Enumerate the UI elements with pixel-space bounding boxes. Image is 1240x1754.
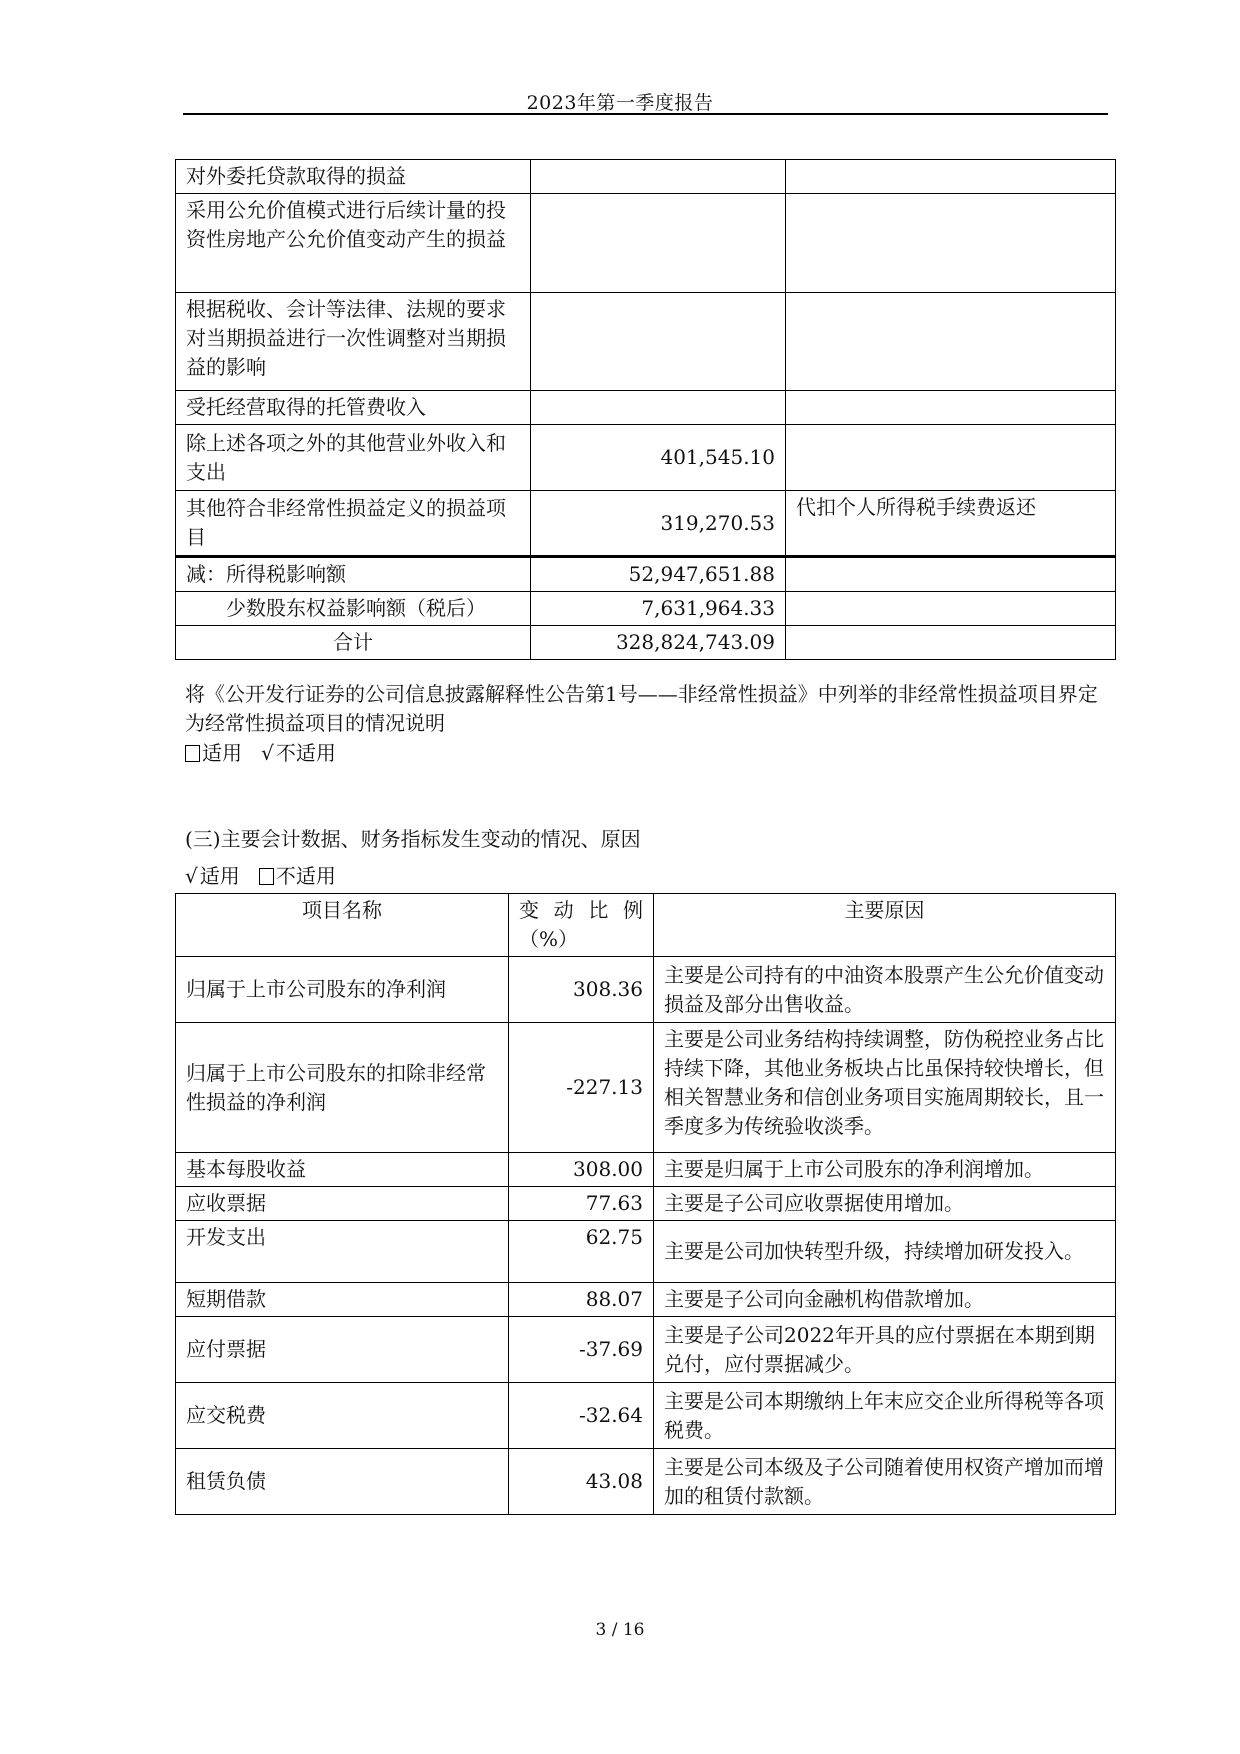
explanation-text: 将《公开发行证券的公司信息披露解释性公告第1号——非经常性损益》中列举的非经常性损益项目界定为经常性损益项目的情况说明 [185,682,1098,735]
item-cell: 其他符合非经常性损益定义的损益项目 [176,491,531,557]
amount-cell: 52,947,651.88 [531,557,786,592]
note-cell [786,626,1116,660]
item-cell: 除上述各项之外的其他营业外收入和支出 [176,425,531,491]
section-title: (三)主要会计数据、财务指标发生变动的情况、原因 [185,827,641,851]
header-item-name: 项目名称 [176,894,509,957]
table-row [176,194,1116,293]
ratio-cell: -32.64 [509,1383,654,1449]
note-cell [786,293,1116,391]
ratio-cell: -227.13 [509,1023,654,1153]
table-row [176,391,1116,425]
empty-checkbox-icon [185,745,200,762]
not-applicable-option: √ 不适用 [261,739,336,768]
table-row [176,425,1116,491]
note-cell [786,557,1116,592]
empty-checkbox-icon [259,868,274,885]
header-rule [183,113,1108,115]
reason-cell: 主要是公司加快转型升级，持续增加研发投入。 [654,1221,1116,1283]
amount-cell: 319,270.53 [531,491,786,557]
applicable-option: 适用 [185,739,242,768]
reason-cell: 主要是归属于上市公司股东的净利润增加。 [654,1153,1116,1187]
checkmark-icon: √ [185,864,198,888]
reason-cell: 主要是子公司2022年开具的应付票据在本期到期兑付，应付票据减少。 [654,1317,1116,1383]
not-applicable-option: 不适用 [259,862,336,891]
table-row [176,957,1116,1023]
item-cell: 对外委托贷款取得的损益 [176,160,531,194]
table-row [176,491,1116,557]
note-cell [786,194,1116,293]
note-cell [786,592,1116,626]
table-row [176,1187,1116,1221]
note-cell [786,391,1116,425]
table-row [176,1221,1116,1283]
table-header-row [176,894,1116,957]
table-row [176,1449,1116,1515]
explanation-applicability [185,739,1115,768]
ratio-cell: 77.63 [509,1187,654,1221]
table-row [176,1317,1116,1383]
note-cell: 代扣个人所得税手续费返还 [786,491,1116,557]
note-cell [786,425,1116,491]
amount-cell [531,194,786,293]
table-row [176,1153,1116,1187]
table-row [176,592,1116,626]
item-cell: 根据税收、会计等法律、法规的要求对当期损益进行一次性调整对当期损益的影响 [176,293,531,391]
ratio-cell: 62.75 [509,1221,654,1283]
item-cell: 受托经营取得的托管费收入 [176,391,531,425]
item-cell: 开发支出 [176,1221,509,1283]
ratio-cell: 308.00 [509,1153,654,1187]
section-applicability [185,862,1115,891]
amount-cell [531,160,786,194]
page-number: 3 / 16 [595,1620,645,1640]
item-cell: 短期借款 [176,1283,509,1317]
amount-cell: 401,545.10 [531,425,786,491]
header-main-reason: 主要原因 [654,894,1116,957]
table-row [176,1383,1116,1449]
ratio-cell: -37.69 [509,1317,654,1383]
table-row [176,1023,1116,1153]
item-cell: 采用公允价值模式进行后续计量的投资性房地产公允价值变动产生的损益 [176,194,531,293]
ratio-cell: 88.07 [509,1283,654,1317]
item-cell: 应收票据 [176,1187,509,1221]
reason-cell: 主要是子公司应收票据使用增加。 [654,1187,1116,1221]
reason-cell: 主要是子公司向金融机构借款增加。 [654,1283,1116,1317]
item-cell: 归属于上市公司股东的净利润 [176,957,509,1023]
table-row [176,160,1116,194]
item-cell: 应交税费 [176,1383,509,1449]
table-row [176,557,1116,592]
table-row [176,1283,1116,1317]
applicable-option: √ 适用 [185,862,240,891]
checkmark-icon: √ [261,741,274,765]
item-cell: 基本每股收益 [176,1153,509,1187]
item-cell: 应付票据 [176,1317,509,1383]
total-amount-cell: 328,824,743.09 [531,626,786,660]
ratio-cell: 43.08 [509,1449,654,1515]
reason-cell: 主要是公司本级及子公司随着使用权资产增加而增加的租赁付款额。 [654,1449,1116,1515]
reason-cell: 主要是公司本期缴纳上年末应交企业所得税等各项税费。 [654,1383,1116,1449]
note-cell [786,160,1116,194]
page-header-title: 2023年第一季度报告 [526,92,714,114]
ratio-cell: 308.36 [509,957,654,1023]
item-cell: 少数股东权益影响额（税后） [176,592,531,626]
total-label-cell: 合计 [176,626,531,660]
amount-cell: 7,631,964.33 [531,592,786,626]
reason-cell: 主要是公司业务结构持续调整，防伪税控业务占比持续下降，其他业务板块占比虽保持较快增长，但相关智慧业务和信创业务项目实施周期较长，且一季度多为传统验收淡季。 [654,1023,1116,1153]
amount-cell [531,293,786,391]
item-cell: 减：所得税影响额 [176,557,531,592]
reason-cell: 主要是公司持有的中油资本股票产生公允价值变动损益及部分出售收益。 [654,957,1116,1023]
item-cell: 租赁负债 [176,1449,509,1515]
table-row [176,293,1116,391]
header-change-ratio: 变 动 比 例 （%） [509,894,654,957]
table-row [176,626,1116,660]
non-recurring-items-table [175,159,1116,660]
major-changes-table [175,893,1116,1515]
amount-cell [531,391,786,425]
item-cell: 归属于上市公司股东的扣除非经常性损益的净利润 [176,1023,509,1153]
